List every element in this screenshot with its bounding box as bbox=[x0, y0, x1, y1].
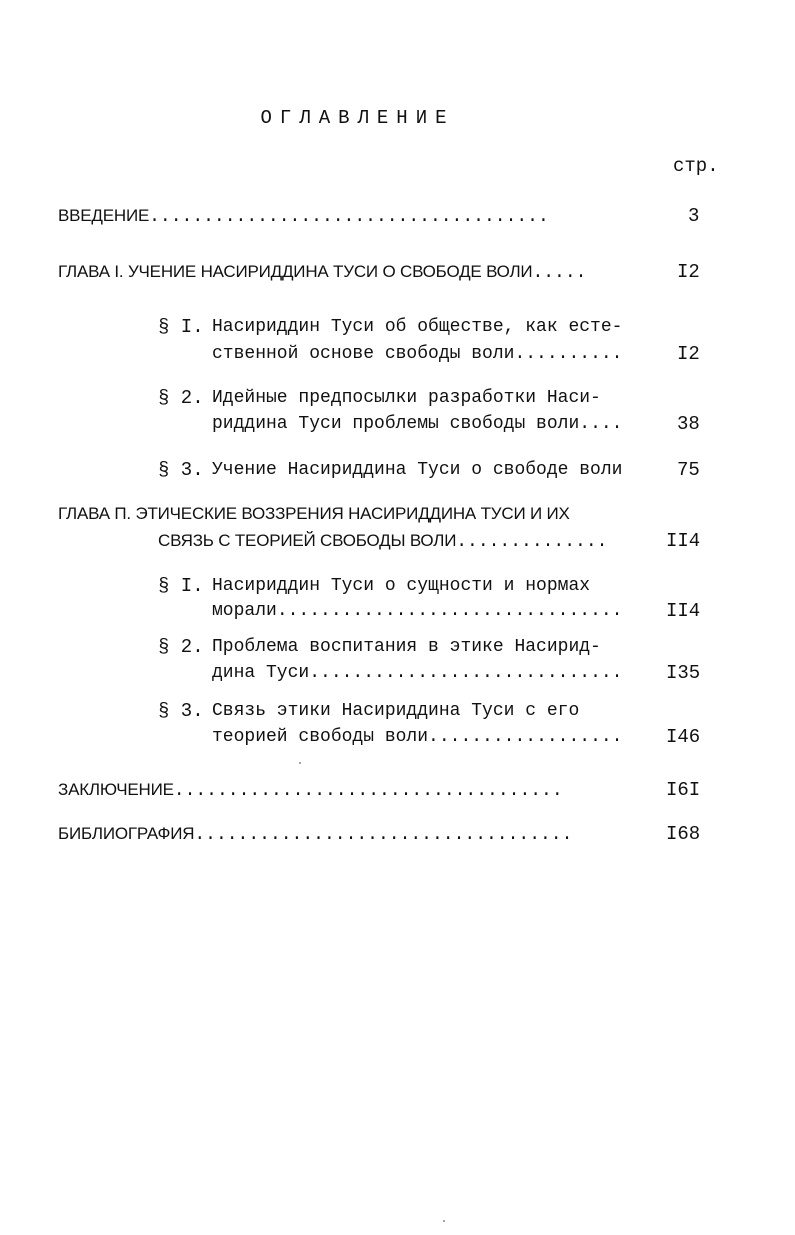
toc-entry-text: Проблема воспитания в этике Насирид- bbox=[212, 637, 601, 657]
toc-page-number: I68 bbox=[666, 823, 701, 845]
section-symbol: § 2. bbox=[158, 636, 204, 658]
toc-entry-text: ГЛАВА I. УЧЕНИЕ НАСИРИДДИНА ТУСИ О СВОБОДЕ ВОЛИ bbox=[58, 262, 533, 281]
toc-entry-text: Учение Насириддина Туси о свободе воли bbox=[212, 460, 623, 480]
toc-entry-text: БИБЛИОГРАФИЯ bbox=[58, 824, 195, 843]
section-symbol: § 3. bbox=[158, 700, 204, 722]
toc-entry-text: ГЛАВА П. ЭТИЧЕСКИЕ ВОЗЗРЕНИЯ НАСИРИДДИНА ТУСИ И ИХ bbox=[58, 504, 570, 523]
toc-entry-bibliography bbox=[58, 823, 572, 846]
toc-entry-text: теорией свободы воли bbox=[212, 727, 429, 747]
section-symbol: § 3. bbox=[158, 459, 204, 481]
toc-entry-chapter-1 bbox=[58, 261, 586, 284]
toc-page-number: 38 bbox=[677, 413, 700, 435]
scan-speck bbox=[299, 762, 301, 764]
toc-page-number: II4 bbox=[666, 530, 701, 552]
toc-entry-text: морали bbox=[212, 601, 277, 621]
leader-dots: ............................. bbox=[309, 663, 623, 683]
section-symbol: § I. bbox=[158, 575, 204, 597]
section-symbol: § I. bbox=[158, 316, 204, 338]
leader-dots: .............. bbox=[456, 532, 608, 552]
toc-entry-text: СВЯЗЬ С ТЕОРИЕЙ СВОБОДЫ ВОЛИ bbox=[158, 531, 457, 550]
toc-page-number: I2 bbox=[677, 343, 700, 365]
page-title: ОГЛАВЛЕНИЕ bbox=[260, 107, 455, 129]
leader-dots: ..... bbox=[532, 263, 587, 283]
section-symbol: § 2. bbox=[158, 387, 204, 409]
toc-page-number: 75 bbox=[677, 459, 700, 481]
toc-entry-text: дина Туси bbox=[212, 663, 310, 683]
toc-entry-chapter-2-section-3 bbox=[212, 726, 622, 748]
toc-page-number: I2 bbox=[677, 261, 700, 283]
toc-entry-chapter-2-section-2 bbox=[212, 662, 622, 684]
toc-page-number: I46 bbox=[666, 726, 701, 748]
toc-entry-text: ственной основе свободы воли bbox=[212, 344, 515, 364]
leader-dots: .......... bbox=[514, 344, 623, 364]
leader-dots: .................. bbox=[428, 727, 623, 747]
toc-entry-chapter-2 bbox=[158, 530, 607, 553]
scan-speck bbox=[443, 1220, 445, 1222]
toc-entry-text: ВВЕДЕНИЕ bbox=[58, 206, 150, 225]
page-column-label: стр. bbox=[673, 155, 719, 177]
toc-entry-text: Идейные предпосылки разработки Наси- bbox=[212, 388, 601, 408]
toc-entry-text: Насириддин Туси об обществе, как есте- bbox=[212, 317, 623, 337]
leader-dots: .... bbox=[579, 414, 623, 434]
toc-entry-text: риддина Туси проблемы свободы воли bbox=[212, 414, 580, 434]
toc-entry-text: Насириддин Туси о сущности и нормах bbox=[212, 576, 591, 596]
toc-entry-text: ЗАКЛЮЧЕНИЕ bbox=[58, 780, 174, 799]
toc-page-number: 3 bbox=[688, 205, 700, 227]
leader-dots: .................................... bbox=[173, 781, 563, 801]
toc-entry-intro bbox=[58, 205, 549, 228]
toc-entry-text: Связь этики Насириддина Туси с его bbox=[212, 701, 580, 721]
leader-dots: ..................................... bbox=[149, 207, 549, 227]
toc-page-number: I35 bbox=[666, 662, 701, 684]
toc-entry-chapter-1-section-1 bbox=[212, 343, 622, 365]
leader-dots: ................................... bbox=[194, 825, 573, 845]
toc-page-number: II4 bbox=[666, 600, 701, 622]
toc-entry-conclusion bbox=[58, 779, 563, 802]
toc-entry-chapter-2-section-1 bbox=[212, 600, 622, 622]
leader-dots: ................................ bbox=[276, 601, 623, 621]
toc-entry-chapter-1-section-2 bbox=[212, 413, 622, 435]
toc-page-number: I6I bbox=[666, 779, 701, 801]
